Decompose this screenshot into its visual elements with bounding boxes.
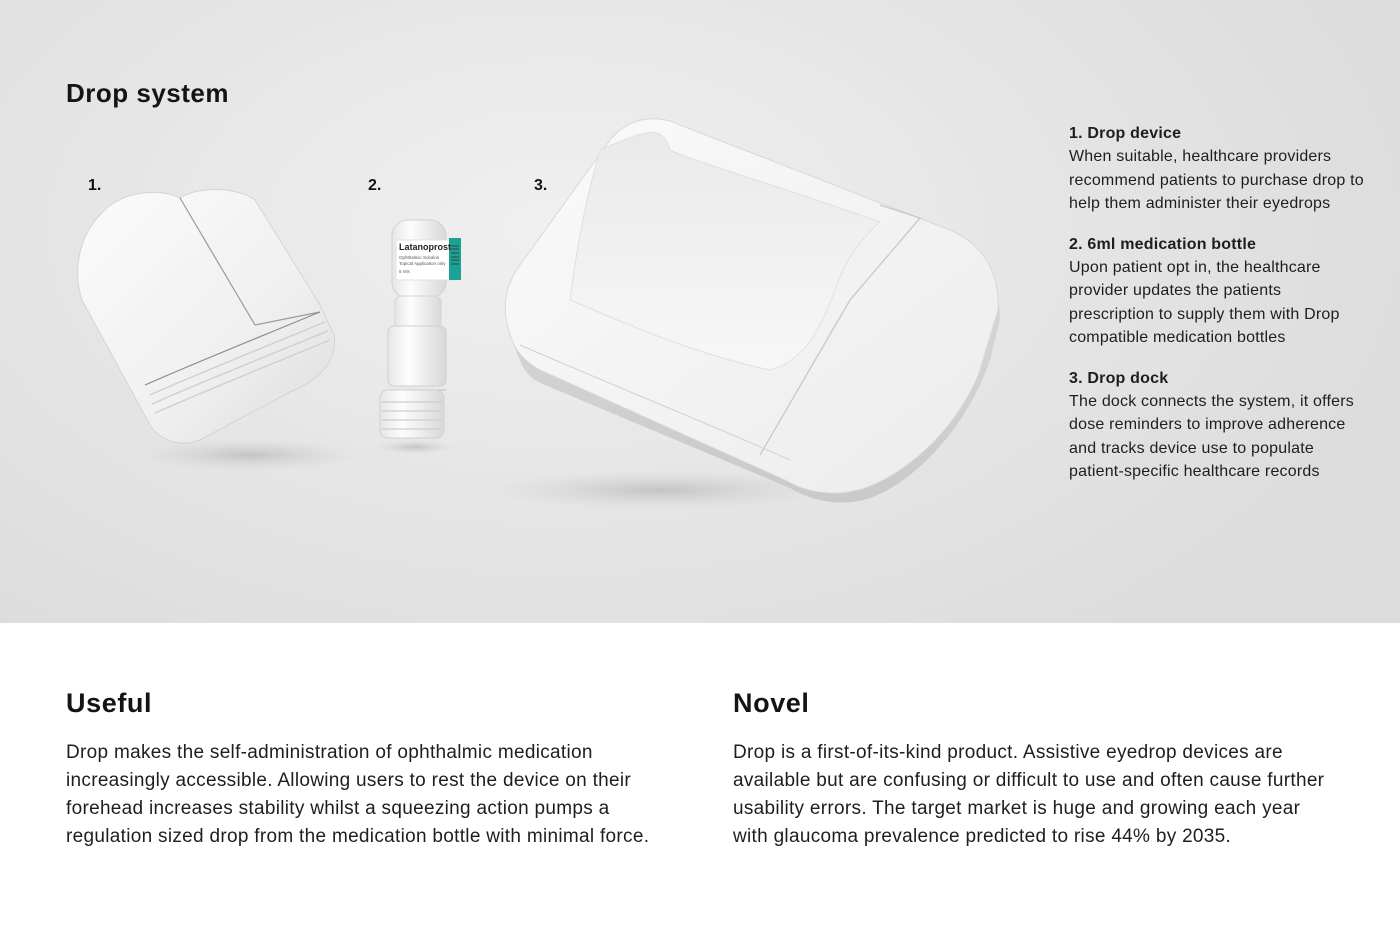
bottle-label-line2: Topical Application only [399,261,446,266]
novel-body: Drop is a first-of-its-kind product. Assistive eyedrop devices are available but are confusing or difficult to use and often cause further usability errors. The target market is huge and growing each year with glaucoma prevalence predicted to rise 44% by 2035. [733,742,1325,847]
feature-title: 2. 6ml medication bottle [1069,235,1257,253]
item-number-3: 3. [534,177,548,194]
item-number-1: 1. [88,177,102,194]
feature-description: Upon patient opt in, the healthcare provider updates the patients prescription to supply them with Drop compatible medication bottles [1069,259,1340,347]
feature-item-drop-device [1069,122,1369,216]
useful-body: Drop makes the self-administration of ophthalmic medication increasingly accessible. Allowing users to rest the device on their forehead increases stability whilst a squeezing action pumps a regulation sized drop from the medication bottle with minimal force. [66,742,650,847]
useful-heading: Useful [66,688,153,718]
feature-title: 1. Drop device [1069,125,1182,142]
drop-device-render [78,190,335,444]
bottle-label-line1: Ophthalmic Solution [399,255,440,260]
device-shadow [140,439,360,471]
bottle-label-name: Latanoprost [399,242,452,252]
novel-section [733,688,1333,851]
feature-item-drop-dock [1069,367,1369,484]
item-number-2: 2. [368,177,382,194]
novel-heading: Novel [733,688,810,718]
drop-dock-render [505,119,1000,503]
feature-description: When suitable, healthcare providers recommend patients to purchase drop to help them administer their eyedrops [1069,148,1364,213]
feature-item-medication-bottle [1069,233,1369,350]
bottle-label-line3: 5 mls [399,269,410,274]
hero-title: Drop system [66,78,229,108]
useful-section [66,688,666,851]
feature-title: 3. Drop dock [1069,369,1169,387]
feature-description: The dock connects the system, it offers dose reminders to improve adherence and tracks device use to populate patient-specific healthcare records [1069,393,1354,481]
bottle-shadow [375,440,455,454]
feature-list [1069,122,1369,501]
medication-bottle-render [380,220,461,438]
